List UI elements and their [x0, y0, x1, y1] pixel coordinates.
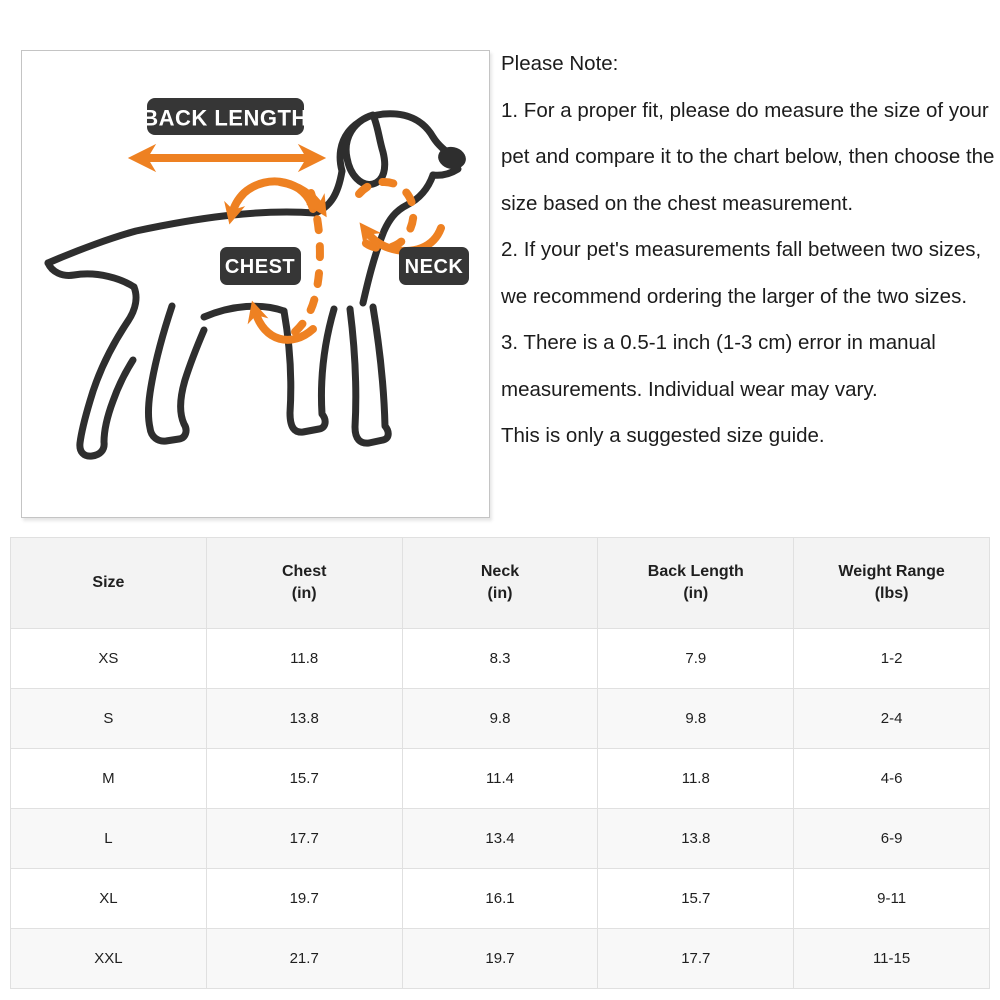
cell-size: XS — [11, 629, 207, 689]
note-line: This is only a suggested size guide. — [501, 424, 825, 447]
chest-label: CHEST — [224, 256, 296, 278]
note-line: size based on the chest measurement. — [501, 191, 854, 215]
size-chart-table — [10, 537, 990, 989]
note-line: we recommend ordering the larger of the two sizes. — [501, 284, 968, 308]
cell-weight: 4-6 — [794, 749, 990, 809]
cell-neck: 8.3 — [402, 629, 598, 689]
cell-back-length: 17.7 — [598, 929, 794, 989]
cell-chest: 19.7 — [206, 869, 402, 929]
header-line1: Size — [92, 574, 125, 591]
header-row — [11, 538, 990, 629]
cell-neck: 16.1 — [402, 869, 598, 929]
cell-neck: 9.8 — [402, 689, 598, 749]
header-weight-range — [794, 538, 990, 629]
note-line: 1. For a proper fit, please do measure the size of your — [501, 98, 989, 122]
table-row-xs — [11, 629, 990, 689]
header-line1: Weight Range — [838, 563, 945, 580]
header-neck — [402, 538, 598, 629]
cell-back-length: 15.7 — [598, 869, 794, 929]
cell-chest: 21.7 — [206, 929, 402, 989]
dog-diagram-canvas — [22, 51, 489, 517]
header-chest — [206, 538, 402, 629]
notes-block — [501, 41, 998, 460]
cell-size: S — [11, 689, 207, 749]
note-line: 3. There is a 0.5-1 inch (1-3 cm) error in manual — [501, 331, 936, 354]
notes-title: Please Note: — [501, 52, 619, 75]
back-length-label: BACK LENGTH — [142, 105, 308, 131]
cell-neck: 11.4 — [402, 749, 598, 809]
note-line: measurements. Individual wear may vary. — [501, 377, 878, 401]
cell-chest: 15.7 — [206, 749, 402, 809]
dog-ear — [346, 115, 385, 184]
header-size — [11, 538, 207, 629]
cell-weight: 9-11 — [794, 869, 990, 929]
header-line2: (in) — [487, 585, 513, 602]
cell-size: M — [11, 749, 207, 809]
cell-size: XXL — [11, 929, 207, 989]
cell-back-length: 11.8 — [598, 749, 794, 809]
cell-neck: 13.4 — [402, 809, 598, 869]
note-line: 2. If your pet's measurements fall between two sizes, — [501, 238, 982, 261]
table-row-xxl — [11, 929, 990, 989]
table-row-l — [11, 809, 990, 869]
cell-chest: 11.8 — [206, 629, 402, 689]
cell-size: L — [11, 809, 207, 869]
header-line2: (lbs) — [874, 585, 909, 602]
cell-weight: 11-15 — [794, 929, 990, 989]
cell-back-length: 7.9 — [598, 629, 794, 689]
header-line1: Neck — [480, 563, 520, 580]
neck-label: NECK — [404, 256, 464, 278]
table-row-xl — [11, 869, 990, 929]
size-chart-body — [11, 629, 990, 989]
header-line2: (in) — [683, 585, 709, 602]
note-line: pet and compare it to the chart below, then choose the — [501, 145, 995, 168]
cell-neck: 19.7 — [402, 929, 598, 989]
cell-chest: 17.7 — [206, 809, 402, 869]
table-row-s — [11, 689, 990, 749]
cell-weight: 2-4 — [794, 689, 990, 749]
header-line2: (in) — [291, 585, 317, 602]
table-row-m — [11, 749, 990, 809]
cell-weight: 6-9 — [794, 809, 990, 869]
cell-back-length: 13.8 — [598, 809, 794, 869]
cell-weight: 1-2 — [794, 629, 990, 689]
cell-back-length: 9.8 — [598, 689, 794, 749]
cell-chest: 13.8 — [206, 689, 402, 749]
header-line1: Back Length — [647, 563, 744, 580]
cell-size: XL — [11, 869, 207, 929]
size-chart-header — [11, 538, 990, 629]
header-line1: Chest — [281, 563, 327, 580]
header-back-length — [598, 538, 794, 629]
dog-measurement-diagram — [21, 50, 490, 518]
